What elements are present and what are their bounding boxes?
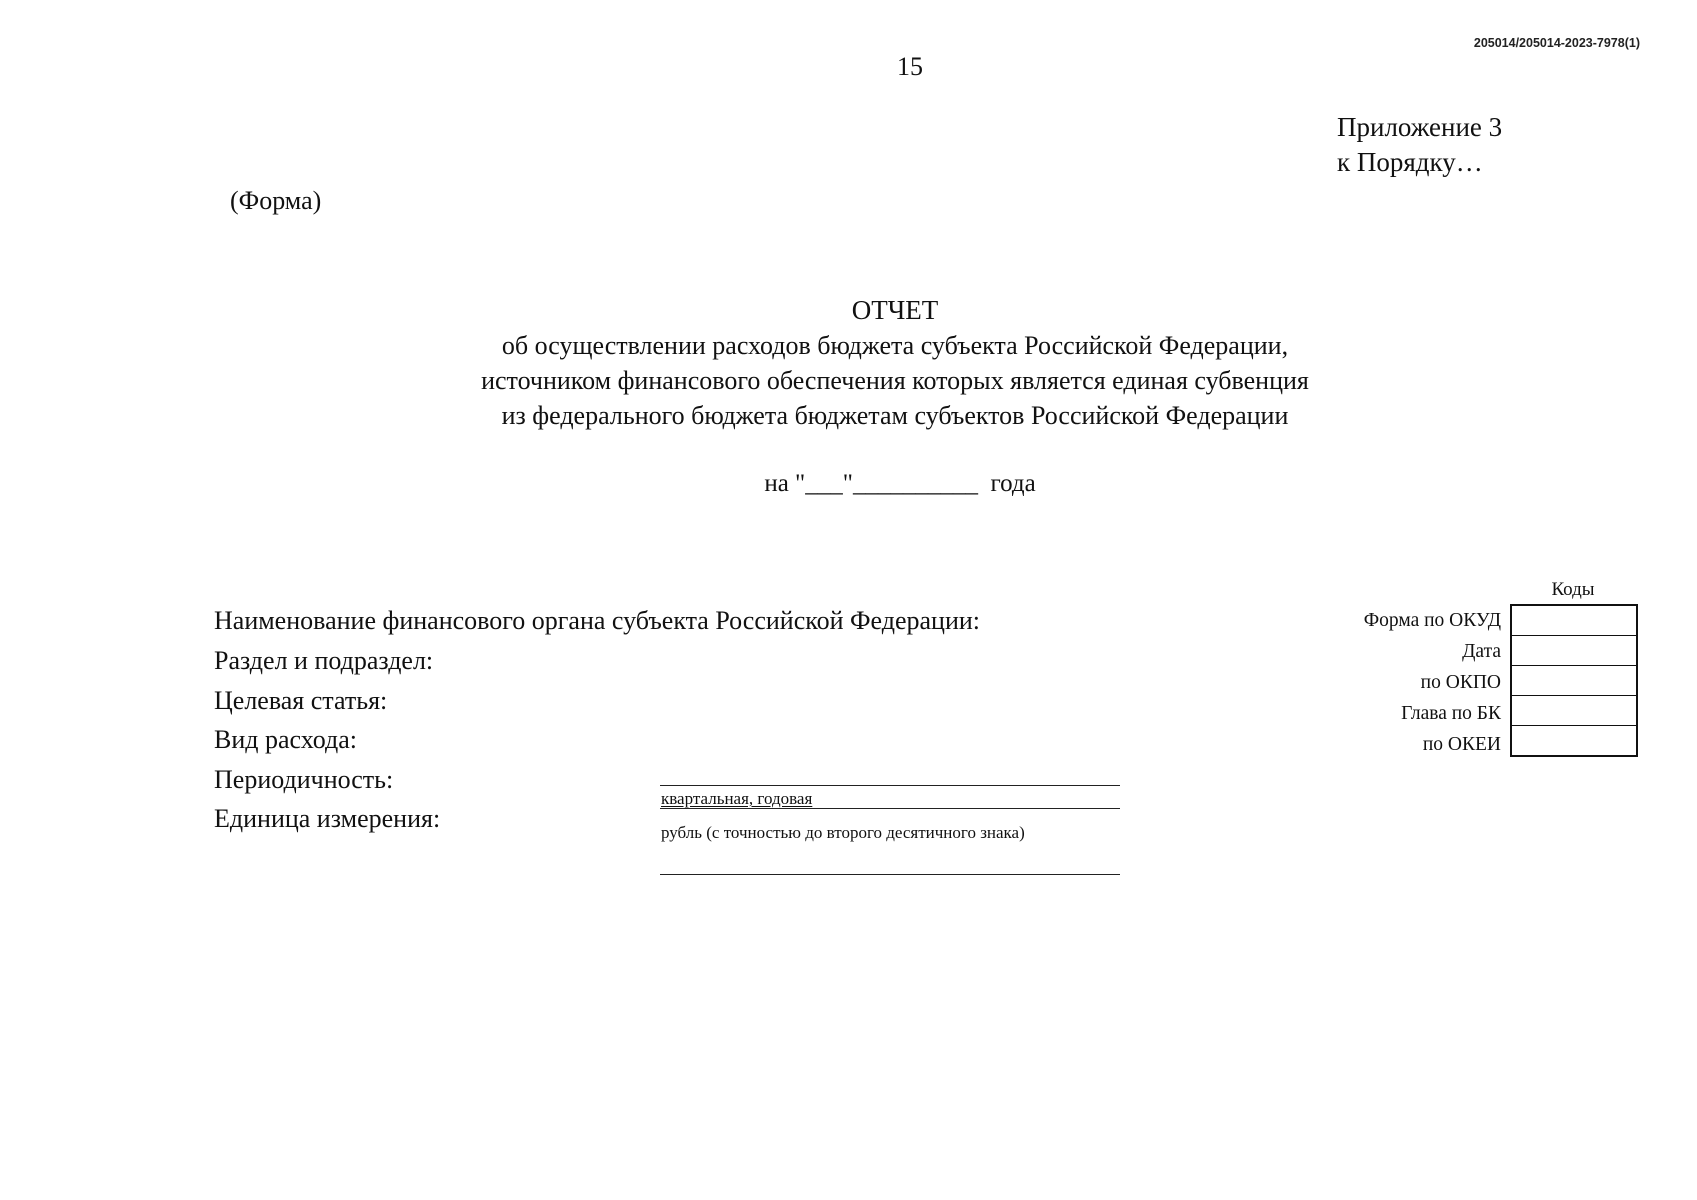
code-cell-bk[interactable] <box>1512 696 1636 726</box>
appendix-line-1: Приложение 3 <box>1337 112 1503 142</box>
report-subtitle-line-2: источником финансового обеспечения которых является единая субвенция <box>481 366 1309 395</box>
periodicity-bottom-rule <box>660 808 1120 809</box>
report-date-line: на "___"__________ года <box>764 470 1036 497</box>
appendix-line-2: к Порядку… <box>1337 147 1483 177</box>
periodicity-top-rule <box>660 785 1120 786</box>
code-label-okei: по ОКЕИ <box>1422 734 1501 755</box>
page-number: 15 <box>897 52 923 81</box>
report-title-block <box>300 292 1490 433</box>
code-label-date: Дата <box>1462 641 1501 662</box>
code-label-okpo: по ОКПО <box>1420 672 1501 693</box>
expense-type-label: Вид расхода: <box>214 725 357 754</box>
appendix-note <box>1337 110 1502 180</box>
report-title: ОТЧЕТ <box>851 295 939 325</box>
code-cell-okud[interactable] <box>1512 606 1636 636</box>
report-subtitle-line-1: об осуществлении расходов бюджета субъекта Российской Федерации, <box>501 331 1289 360</box>
document-id: 205014/205014-2023-7978(1) <box>1473 36 1640 50</box>
periodicity-value: квартальная, годовая <box>661 789 813 808</box>
codes-table <box>1510 604 1638 757</box>
financial-body-label: Наименование финансового органа субъекта Российской Федерации: <box>214 606 980 635</box>
code-cell-okei[interactable] <box>1512 726 1636 755</box>
code-cell-okpo[interactable] <box>1512 666 1636 696</box>
code-label-okud: Форма по ОКУД <box>1363 610 1501 631</box>
codes-header: Коды <box>1551 579 1595 600</box>
unit-bottom-rule <box>660 874 1120 875</box>
unit-value: рубль (с точностью до второго десятичного знака) <box>661 823 1025 842</box>
section-label: Раздел и подраздел: <box>214 646 434 675</box>
unit-label: Единица измерения: <box>214 804 441 833</box>
code-label-bk: Глава по БК <box>1401 703 1501 724</box>
target-article-label: Целевая статья: <box>214 686 388 715</box>
report-subtitle-line-3: из федерального бюджета бюджетам субъектов Российской Федерации <box>501 401 1289 430</box>
periodicity-label: Периодичность: <box>214 765 394 794</box>
form-label: (Форма) <box>230 186 322 215</box>
code-cell-date[interactable] <box>1512 636 1636 666</box>
